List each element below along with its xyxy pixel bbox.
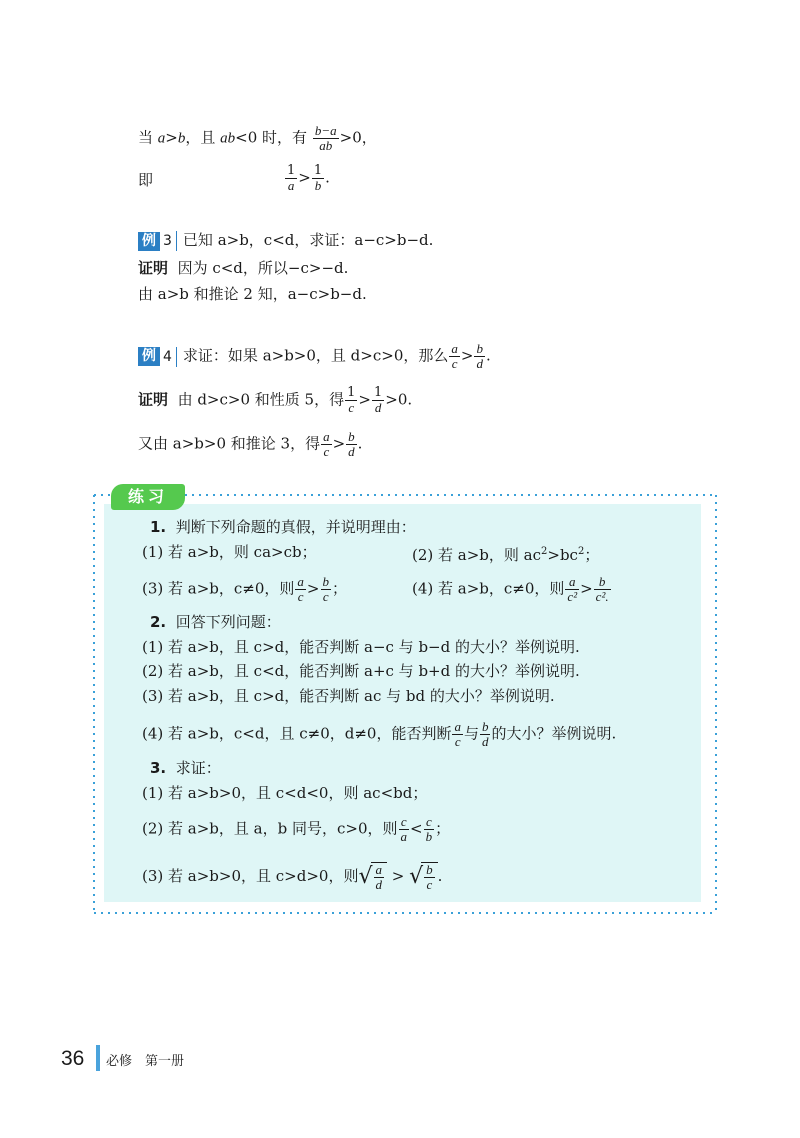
denominator: a [400, 829, 407, 844]
numerator: 1 [287, 163, 296, 178]
denominator: c [297, 589, 304, 604]
denominator: d [476, 356, 483, 371]
text: <0 时，有 [235, 128, 308, 147]
text: 已知 a>b，c<d，求证：a−c>b−d. [182, 231, 434, 249]
text: (1) 若 a>b>0，且 c<d<0，则 ac<bd； [142, 784, 428, 802]
denominator: c [451, 356, 458, 371]
numerator: a [451, 341, 458, 356]
denominator: ab [319, 138, 333, 153]
example-tag: 例 [138, 347, 160, 366]
numerator: b [426, 862, 433, 877]
text: (4) 若 a>b，c<d，且 c≠0，d≠0，能否判断 [142, 724, 452, 743]
q1-part-3 [142, 575, 347, 604]
text: < [410, 819, 423, 838]
text: (2) 若 a>b，且 a，b 同号，c>0，则 [142, 819, 398, 838]
math: ab [220, 130, 236, 147]
text: 判断下列命题的真假，并说明理由： [175, 518, 416, 536]
text: 回答下列问题： [175, 613, 281, 631]
text: 因为 c<d，所以−c>−d. [177, 259, 349, 277]
text: > [391, 867, 405, 885]
denominator: c [322, 589, 329, 604]
text: ； [332, 579, 348, 598]
sqrt-sign: √ [409, 864, 424, 889]
denominator: c² [567, 589, 578, 604]
fraction [295, 575, 306, 604]
math: b [177, 130, 186, 147]
text: . [437, 867, 443, 885]
example-number: 3 [160, 231, 177, 251]
q2-heading [150, 612, 281, 632]
text: . [485, 346, 491, 365]
text: 由 a>b 和推论 2 知，a−c>b−d. [138, 285, 367, 303]
text: 又由 a>b>0 和推论 3，得 [138, 434, 321, 453]
text: 求证： [175, 759, 221, 777]
page-number: 36 [61, 1047, 85, 1070]
proof-label: 证明 [138, 259, 169, 277]
fraction [424, 815, 435, 844]
text: (3) 若 a>b>0，且 c>d>0，则 [142, 867, 359, 885]
denominator: c [426, 877, 433, 892]
q2-part-1 [142, 637, 580, 657]
q1-part-2 [412, 542, 599, 565]
text: 由 d>c>0 和性质 5，得 [177, 390, 345, 409]
text: > [298, 168, 311, 187]
numerator: b−a [314, 123, 337, 138]
text: >0. [385, 390, 413, 409]
text: (2) 若 a>b，且 c<d，能否判断 a+c 与 b+d 的大小？举例说明. [142, 662, 580, 680]
denominator: c [348, 400, 355, 415]
denominator: b [314, 178, 322, 193]
math: a [157, 130, 166, 147]
text: ； [435, 819, 451, 838]
text: 当 [138, 128, 154, 147]
exercise-title: 练习 [111, 484, 185, 510]
denominator: b [425, 829, 433, 844]
denominator: a [287, 178, 295, 193]
numerator: a [297, 574, 304, 589]
numerator: b [322, 574, 329, 589]
text: (4) 若 a>b，c≠0，则 [412, 579, 565, 598]
q3-part-2 [142, 815, 450, 844]
text: ，且 [185, 128, 216, 147]
text: 求证：如果 a>b>0，且 d>c>0，那么 [182, 346, 449, 365]
numerator: c [399, 815, 410, 830]
book-title: 必修 第一册 [106, 1054, 185, 1069]
numerator: a [375, 862, 382, 877]
footer-divider [96, 1045, 100, 1071]
fraction [321, 575, 332, 604]
q1-heading [150, 517, 416, 537]
text: (2) 若 a>b，则 ac [412, 546, 542, 564]
numerator: b [348, 429, 355, 444]
numerator: c [424, 815, 435, 830]
fraction [594, 575, 611, 604]
example-tag: 例 [138, 232, 160, 251]
q3-heading [150, 758, 221, 778]
numerator: a [565, 575, 579, 590]
text: > [358, 390, 371, 409]
text: > [165, 128, 178, 147]
numerator: b [481, 719, 489, 734]
denominator: d [481, 734, 489, 749]
denominator: c [454, 734, 461, 749]
numerator: 1 [313, 163, 323, 178]
numerator: b [476, 341, 483, 356]
denominator: c². [595, 589, 609, 604]
text: (1) 若 a>b，且 c>d，能否判断 a−c 与 b−d 的大小？举例说明. [142, 638, 580, 656]
text: 与 [463, 724, 479, 743]
text: ； [584, 546, 600, 564]
superscript: 2 [541, 546, 548, 557]
fraction [452, 720, 463, 749]
text: (3) 若 a>b，且 c>d，能否判断 ac 与 bd 的大小？举例说明. [142, 687, 555, 705]
numerator: 1 [347, 385, 356, 400]
text: 的大小？举例说明. [491, 724, 617, 743]
numerator: a [323, 429, 330, 444]
text: 即 [138, 171, 154, 189]
question-number: 3. [150, 759, 167, 777]
q1-part-1 [142, 542, 317, 562]
q3-part-1 [142, 783, 427, 803]
text: > [580, 579, 593, 598]
denominator: d [375, 877, 382, 892]
question-number: 2. [150, 613, 167, 631]
numerator: a [454, 719, 461, 734]
text: >0， [339, 128, 377, 147]
text: >bc [547, 546, 578, 564]
text: (1) 若 a>b，则 ca>cb； [142, 543, 317, 561]
text: > [332, 434, 346, 453]
denominator: d [348, 444, 355, 459]
fraction [565, 575, 579, 604]
sqrt-body [421, 862, 438, 892]
text: (3) 若 a>b，c≠0，则 [142, 579, 295, 598]
numerator: 1 [373, 385, 383, 400]
proof-label: 证明 [138, 390, 169, 409]
question-number: 1. [150, 518, 167, 536]
denominator: c [323, 444, 330, 459]
q3-part-3 [142, 862, 442, 892]
fraction [480, 720, 491, 749]
text: . [357, 434, 363, 453]
q2-part-2 [142, 661, 580, 681]
q2-part-3 [142, 686, 555, 706]
text: . [325, 168, 330, 187]
numerator: b [594, 575, 611, 590]
example-number: 4 [160, 347, 177, 367]
denominator: d [374, 400, 382, 415]
q2-part-4 [142, 720, 616, 749]
fraction [374, 863, 385, 892]
sqrt-sign: √ [358, 864, 373, 889]
q1-part-4 [412, 575, 612, 604]
text: > [306, 579, 320, 598]
superscript: 2 [577, 546, 585, 557]
text: > [460, 346, 474, 365]
fraction [399, 815, 410, 844]
fraction [424, 863, 435, 892]
sqrt-body [371, 862, 388, 892]
